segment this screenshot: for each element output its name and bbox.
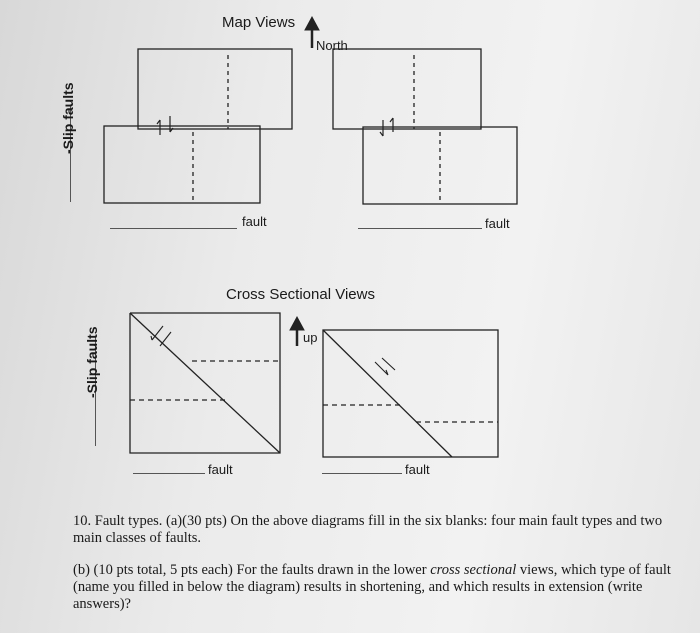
question-part-b-prefix: (b) (10 pts total, 5 pts each) For the faults drawn in the lower — [73, 562, 431, 578]
cross-fault-blank-right[interactable] — [322, 473, 402, 474]
up-label: up — [303, 330, 318, 345]
map-block-lower — [104, 126, 260, 203]
north-label: North — [316, 38, 348, 53]
question-part-b-emphasis: cross sectional — [430, 562, 517, 578]
cross-sections-title: Cross Sectional Views — [226, 286, 375, 303]
map-block-upper — [138, 49, 292, 129]
map-view-right — [333, 49, 517, 204]
cross-section-right — [323, 330, 498, 457]
map-views-title: Map Views — [222, 14, 296, 31]
cross-fault-label-right: fault — [405, 462, 430, 477]
cross-section-left — [130, 313, 280, 453]
cross-fault-label-left: fault — [208, 462, 233, 477]
map-fault-blank-right[interactable] — [358, 228, 482, 229]
map-view-left — [104, 49, 292, 203]
question-part-b — [73, 562, 671, 613]
cross-fault-blank-left[interactable] — [133, 473, 205, 474]
up-arrow — [290, 317, 304, 346]
question-part-a: 10. Fault types. (a)(30 pts) On the above diagrams fill in the six blanks: four main fault types and two main classes of faults. — [73, 513, 663, 546]
cross-side-label: -Slip faults — [84, 326, 100, 398]
map-fault-label-right: fault — [485, 216, 510, 231]
map-side-label: -Slip faults — [60, 82, 76, 154]
map-fault-blank-left[interactable] — [110, 228, 237, 229]
question-part-b-suffix: views, which type of fault (name you filled in below the diagram) results in shortening, and which results in extension (write answers)? — [73, 562, 671, 612]
map-block-upper — [333, 49, 481, 129]
map-fault-label-left: fault — [242, 214, 267, 229]
